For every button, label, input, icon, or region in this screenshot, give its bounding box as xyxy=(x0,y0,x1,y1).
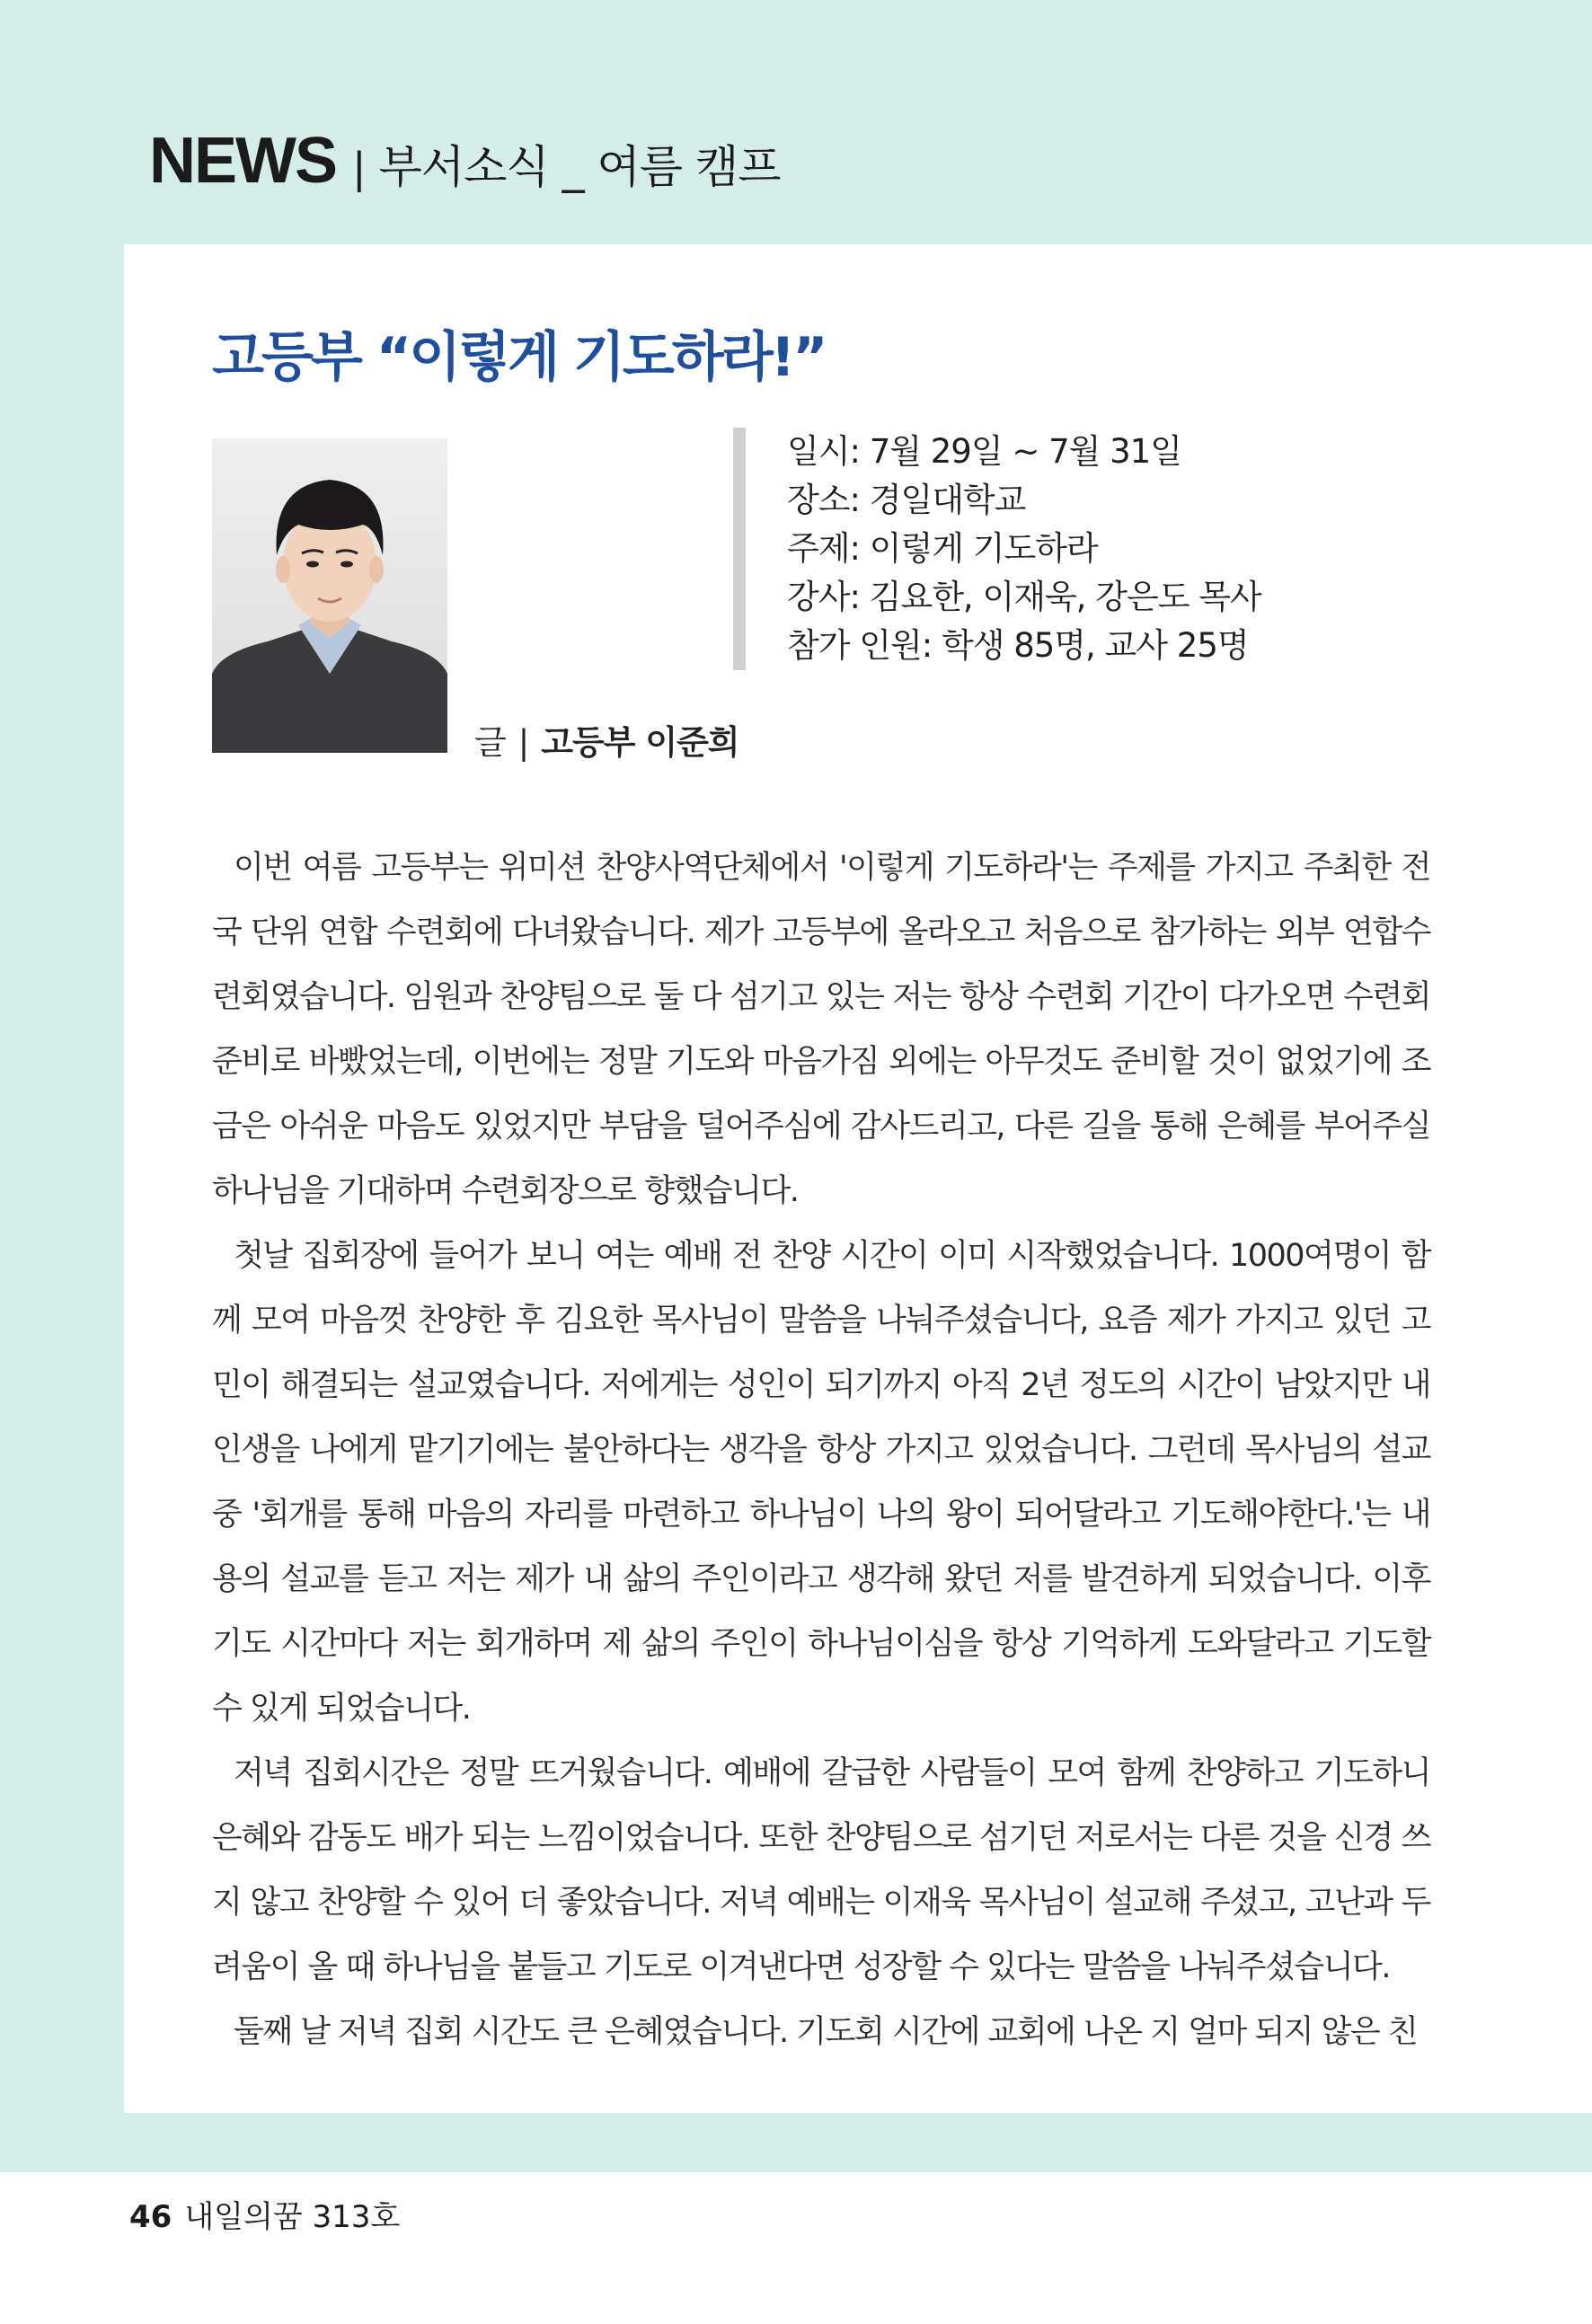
page-header xyxy=(149,124,781,205)
article-body xyxy=(212,835,1430,2064)
paragraph: 저녁 집회시간은 정말 뜨거웠습니다. 예배에 갈급한 사람들이 모여 함께 찬양하고 기도하니 은혜와 감동도 배가 되는 느낌이었습니다. 또한 찬양팀으로 섬기던 저로서는 다른 것을 신경 쓰지 않고 찬양할 수 있어 더 좋았습니다. 저녁 예배는 이재욱 목사님이 설교해 주셨고, 고난과 두려움이 올 때 하나님을 붙들고 기도로 이겨낸다면 성장할 수 있다는 말씀을 나눠주셨습니다. xyxy=(212,1755,1430,1985)
info-date: 일시: 7월 29일 ~ 7월 31일 xyxy=(787,432,1181,471)
byline-prefix: 글 xyxy=(474,723,506,762)
info-theme: 주제: 이렇게 기도하라 xyxy=(787,529,1098,568)
info-speakers: 강사: 김요한, 이재욱, 강은도 목사 xyxy=(787,578,1261,616)
author-photo xyxy=(212,438,447,753)
paragraph: 이번 여름 고등부는 위미션 찬양사역단체에서 '이렇게 기도하라'는 주제를 가지고 주최한 전국 단위 연합 수련회에 다녀왔습니다. 제가 고등부에 올라오고 처음으로 참가하는 외부 연합수련회였습니다. 임원과 찬양팀으로 둘 다 섬기고 있는 저는 항상 수련회 기간이 다가오면 수련회 준비로 바빴었는데, 이번에는 정말 기도와 마음가짐 외에는 아무것도 준비할 것이 없었기에 조금은 아쉬운 마음도 있었지만 부담을 덜어주심에 감사드리고, 다른 길을 통해 은혜를 부어주실 하나님을 기대하며 수련회장으로 향했습니다. xyxy=(212,850,1430,1209)
event-info xyxy=(733,428,1261,670)
info-place: 장소: 경일대학교 xyxy=(787,481,1026,519)
header-separator: | xyxy=(352,144,367,192)
byline xyxy=(474,715,739,764)
byline-author: 고등부 이준희 xyxy=(541,723,739,762)
news-label: NEWS xyxy=(149,125,336,197)
page-number: 46 xyxy=(129,2199,172,2235)
paragraph: 첫날 집회장에 들어가 보니 여는 예배 전 찬양 시간이 이미 시작했었습니다. 1000여명이 함께 모여 마음껏 찬양한 후 김요한 목사님이 말씀을 나눠주셨습니다, 요즘 제가 가지고 있던 고민이 해결되는 설교였습니다. 저에게는 성인이 되기까지 아직 2년 정도의 시간이 남았지만 내 인생을 나에게 맡기기에는 불안하다는 생각을 항상 가지고 있었습니다. 그런데 목사님의 설교 중 '회개를 통해 마음의 자리를 마련하고 하나님이 나의 왕이 되어달라고 기도해야한다.'는 내용의 설교를 듣고 저는 제가 내 삶의 주인이라고 생각해 왔던 저를 발견하게 되었습니다. 이후 기도 시간마다 저는 회개하며 제 삶의 주인이 하나님이심을 항상 기억하게 도와달라고 기도할 수 있게 되었습니다. xyxy=(212,1238,1430,1727)
article-title: 고등부 “이렇게 기도하라!” xyxy=(212,326,826,389)
section-title: 부서소식 _ 여름 캠프 xyxy=(378,141,781,193)
info-attendance: 참가 인원: 학생 85명, 교사 25명 xyxy=(787,626,1249,665)
page-footer xyxy=(129,2192,400,2236)
paragraph: 둘째 날 저녁 집회 시간도 큰 은혜였습니다. 기도회 시간에 교회에 나온 지 얼마 되지 않은 친 xyxy=(234,2014,1418,2050)
publication-name: 내일의꿈 313호 xyxy=(184,2199,401,2235)
byline-separator: | xyxy=(517,723,529,762)
